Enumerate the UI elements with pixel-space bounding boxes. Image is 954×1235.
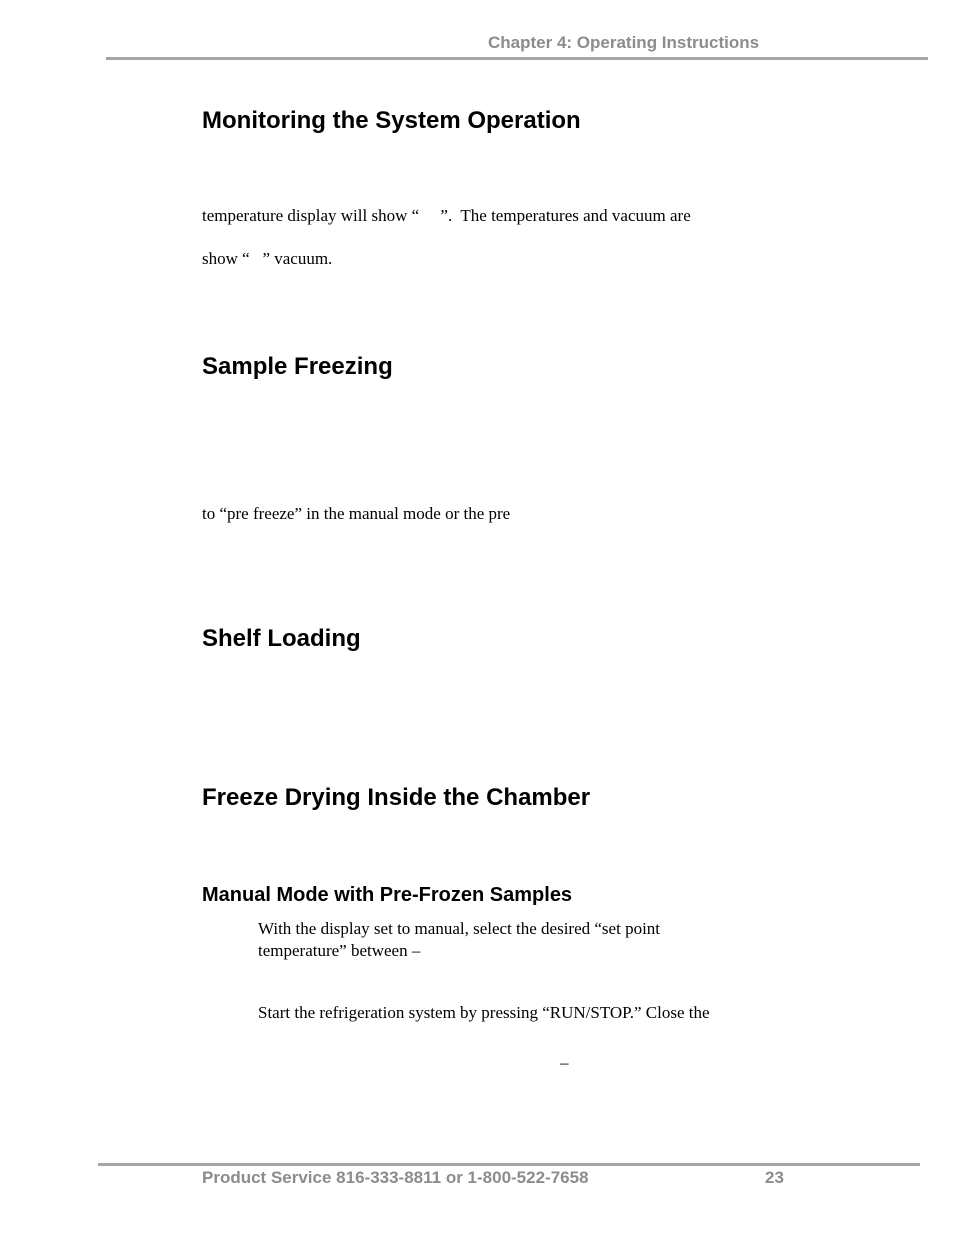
footer-page-number: 23 [765,1168,784,1187]
sample-freezing-text-line-1: to “pre freeze” in the manual mode or the pre [202,504,511,523]
heading-sample-freezing: Sample Freezing [202,353,393,380]
manual-mode-para-1-line-2: temperature” between – [258,941,421,960]
manual-mode-dash: – [560,1053,569,1072]
footer-rule [98,1163,920,1166]
manual-mode-para-2-line-1: Start the refrigeration system by pressing “RUN/STOP.” Close the [258,1003,710,1022]
heading-monitoring: Monitoring the System Operation [202,107,581,134]
footer-product-service: Product Service 816-333-8811 or 1-800-522-7658 [202,1168,589,1187]
monitoring-text-line-1: temperature display will show “ ”. The temperatures and vacuum are [202,206,691,225]
heading-shelf-loading: Shelf Loading [202,625,361,652]
heading-freeze-drying: Freeze Drying Inside the Chamber [202,784,591,811]
subheading-manual-mode: Manual Mode with Pre-Frozen Samples [202,884,573,906]
header-rule [106,57,928,60]
manual-mode-para-1-line-1: With the display set to manual, select the desired “set point [258,919,661,938]
monitoring-text-line-2: show “ ” vacuum. [202,249,333,268]
chapter-header: Chapter 4: Operating Instructions [488,33,760,52]
